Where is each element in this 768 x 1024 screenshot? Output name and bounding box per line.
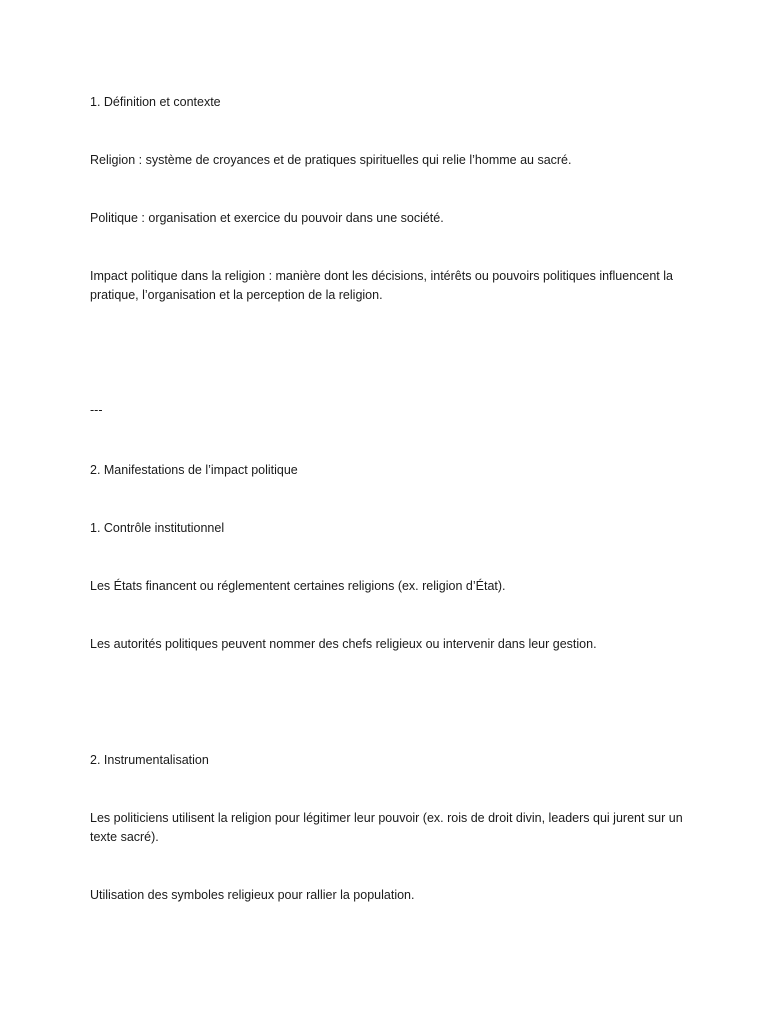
- paragraph-politique-definition: Politique : organisation et exercice du pouvoir dans une société.: [90, 211, 444, 225]
- separator-dashes: ---: [90, 403, 103, 417]
- section-heading-definition: 1. Définition et contexte: [90, 95, 221, 109]
- subheading-instrumentalisation: 2. Instrumentalisation: [90, 753, 209, 767]
- subheading-controle: 1. Contrôle institutionnel: [90, 521, 225, 535]
- paragraph-symboles: Utilisation des symboles religieux pour rallier la population.: [90, 888, 415, 902]
- paragraph-autorites-politiques: Les autorités politiques peuvent nommer des chefs religieux ou intervenir dans leur gestion.: [90, 637, 597, 651]
- section-heading-manifestations: 2. Manifestations de l’impact politique: [90, 463, 298, 477]
- paragraph-etats-financent: Les États financent ou réglementent certaines religions (ex. religion d’État).: [90, 579, 506, 593]
- paragraph-politiciens: Les politiciens utilisent la religion pour légitimer leur pouvoir (ex. rois de droit divin, leaders qui jurent sur un texte sacré).: [90, 811, 683, 844]
- paragraph-religion-definition: Religion : système de croyances et de pratiques spirituelles qui relie l’homme au sacré.: [90, 153, 572, 167]
- paragraph-impact-definition: Impact politique dans la religion : manière dont les décisions, intérêts ou pouvoirs politiques influencent la pratique, l’organisation et la perception de la religion.: [90, 269, 673, 302]
